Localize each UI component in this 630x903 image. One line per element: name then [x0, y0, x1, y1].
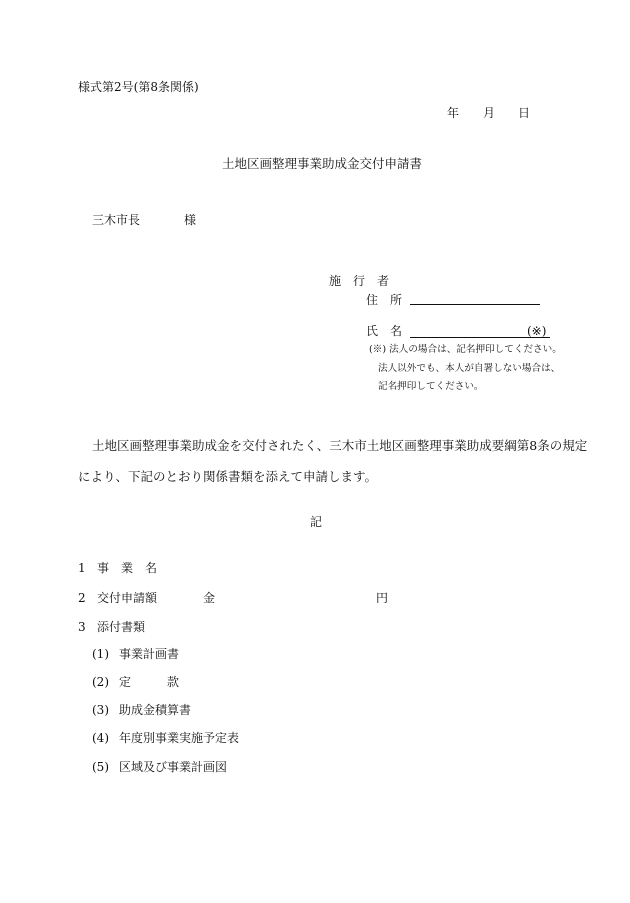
item-3-number: 3 — [78, 620, 86, 634]
item-1-number: 1 — [78, 561, 86, 575]
seal-note-line-3: 記名押印してください。 — [378, 381, 484, 392]
attachment-3-number: (3) — [92, 703, 109, 717]
seal-note-line-1: (※) 法人の場合は、記名押印してください。 — [369, 344, 562, 355]
attachment-1-number: (1) — [92, 647, 109, 661]
item-2-kin: 金 — [203, 591, 216, 605]
attachment-4-label: 年度別事業実施予定表 — [119, 731, 240, 745]
ki-heading: 記 — [310, 515, 323, 529]
attachment-3-label: 助成金積算書 — [119, 703, 192, 717]
body-line-1: 土地区画整理事業助成金を交付されたく、三木市土地区画整理事業助成要綱第8条の規定 — [92, 438, 588, 453]
attachment-2-number: (2) — [92, 675, 109, 689]
addressee-honorific: 様 — [184, 213, 197, 227]
item-2-label: 交付申請額 — [97, 591, 158, 605]
address-underline — [410, 304, 540, 305]
attachment-5-number: (5) — [92, 760, 109, 774]
item-2-number: 2 — [78, 591, 86, 605]
item-1-label: 事 業 名 — [97, 561, 158, 575]
address-label: 住 所 — [366, 293, 403, 307]
form-reference: 様式第2号(第8条関係) — [78, 80, 199, 94]
date-day-label: 日 — [518, 106, 531, 120]
item-2-yen: 円 — [376, 591, 389, 605]
date-month-label: 月 — [483, 106, 496, 120]
attachment-2-label: 定 款 — [119, 675, 180, 689]
item-3-label: 添付書類 — [97, 620, 146, 634]
body-line-2: により、下記のとおり関係書類を添えて申請します。 — [78, 469, 378, 484]
applicant-heading: 施 行 者 — [329, 274, 390, 288]
date-year-label: 年 — [447, 106, 460, 120]
seal-mark: (※) — [527, 324, 547, 338]
attachment-5-label: 区域及び事業計画図 — [119, 760, 228, 774]
seal-note-line-2: 法人以外でも、本人が自署しない場合は、 — [378, 363, 561, 374]
document-title: 土地区画整理事業助成金交付申請書 — [222, 156, 423, 171]
name-label: 氏 名 — [366, 324, 403, 338]
attachment-4-number: (4) — [92, 731, 109, 745]
name-underline — [410, 337, 550, 338]
addressee-name: 三木市長 — [92, 213, 141, 227]
attachment-1-label: 事業計画書 — [119, 647, 180, 661]
